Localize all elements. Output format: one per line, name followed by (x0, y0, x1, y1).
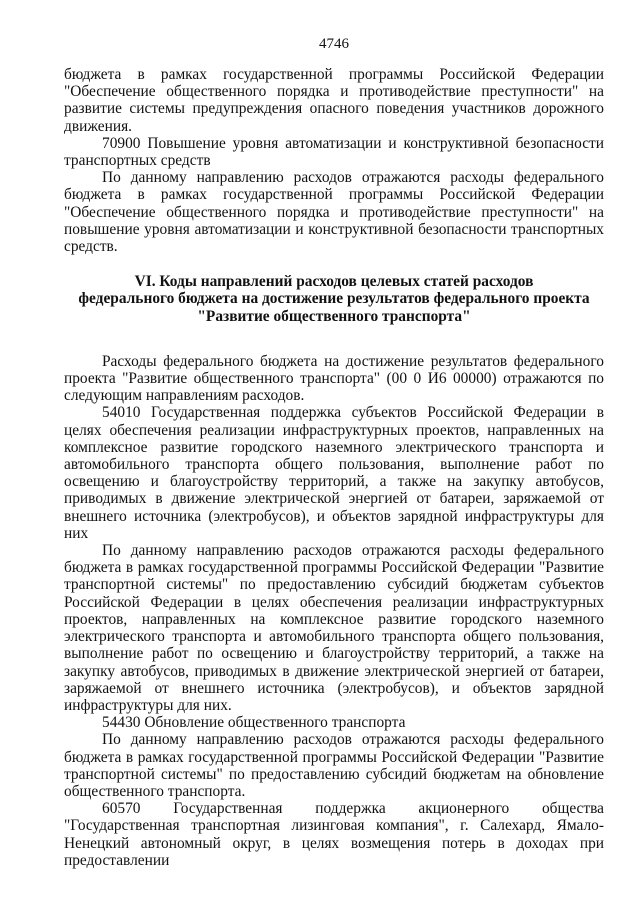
paragraph: 70900 Повышение уровня автоматизации и конструктивной безопасности транспортных средств (64, 134, 604, 170)
paragraph: бюджета в рамках государственной программы Российской Федерации "Обеспечение общественного порядка и противодействие преступности" на развитие системы предупреждения опасного поведения участников дорожного движения. (64, 66, 604, 135)
paragraph: 54430 Обновление общественного транспорта (102, 714, 406, 732)
paragraph: По данному направлению расходов отражаются расходы федерального бюджета в рамках государственной программы Российской Федерации "Обеспечение общественного порядка и противодействие преступности" на повышение уровня автоматизации и конструктивной безопасности транспортных средств. (64, 169, 604, 256)
section-heading-line: "Развитие общественного транспорта" (197, 307, 471, 325)
paragraph: По данному направлению расходов отражаются расходы федерального бюджета в рамках государственной программы Российской Федерации "Развитие транспортной системы" по предоставлению субсидий бюджетам субъектов Российской Федерации в целях обеспечения реализации инфраструктурных проектов, направленных на комплексное развитие городского наземного электрического транспорта и автомобильного транспорта общего пользования, выполнение работ по освещению и благоустройству территорий, а также на закупку автобусов, приводимых в движение электрической энергией от батареи, заряжаемой от внешнего источника (электробусов), и объектов зарядной инфраструктуры для них. (64, 542, 604, 714)
section-heading (64, 273, 604, 325)
paragraph: Расходы федерального бюджета на достижение результатов федерального проекта "Развитие общественного транспорта" (00 0 И6 00000) отражаются по следующим направлениям расходов. (64, 352, 604, 405)
section-heading-line: VI. Коды направлений расходов целевых статей расходов (134, 273, 534, 291)
paragraph: 54010 Государственная поддержка субъектов Российской Федерации в целях обеспечения реализации инфраструктурных проектов, направленных на комплексное развитие городского наземного электрического транспорта и автомобильного транспорта общего пользования, выполнение работ по освещению и благоустройству территорий, а также на закупку автобусов, приводимых в движение электрической энергией от батареи, заряжаемой от внешнего источника (электробусов), и объектов зарядной инфраструктуры для них (64, 404, 604, 542)
section-heading-line: федерального бюджета на достижение результатов федерального проекта (78, 290, 590, 308)
paragraph: По данному направлению расходов отражаются расходы федерального бюджета в рамках государственной программы Российской Федерации "Развитие транспортной системы" по предоставлению субсидий бюджетам на обновление общественного транспорта. (64, 731, 604, 800)
paragraph: 60570 Государственная поддержка акционерного общества "Государственная транспортная лизинговая компания", г. Салехард, Ямало-Ненецкий автономный округ, в целях возмещения потерь в доходах при предоставлении (64, 800, 604, 869)
page-number: 4746 (319, 36, 349, 52)
